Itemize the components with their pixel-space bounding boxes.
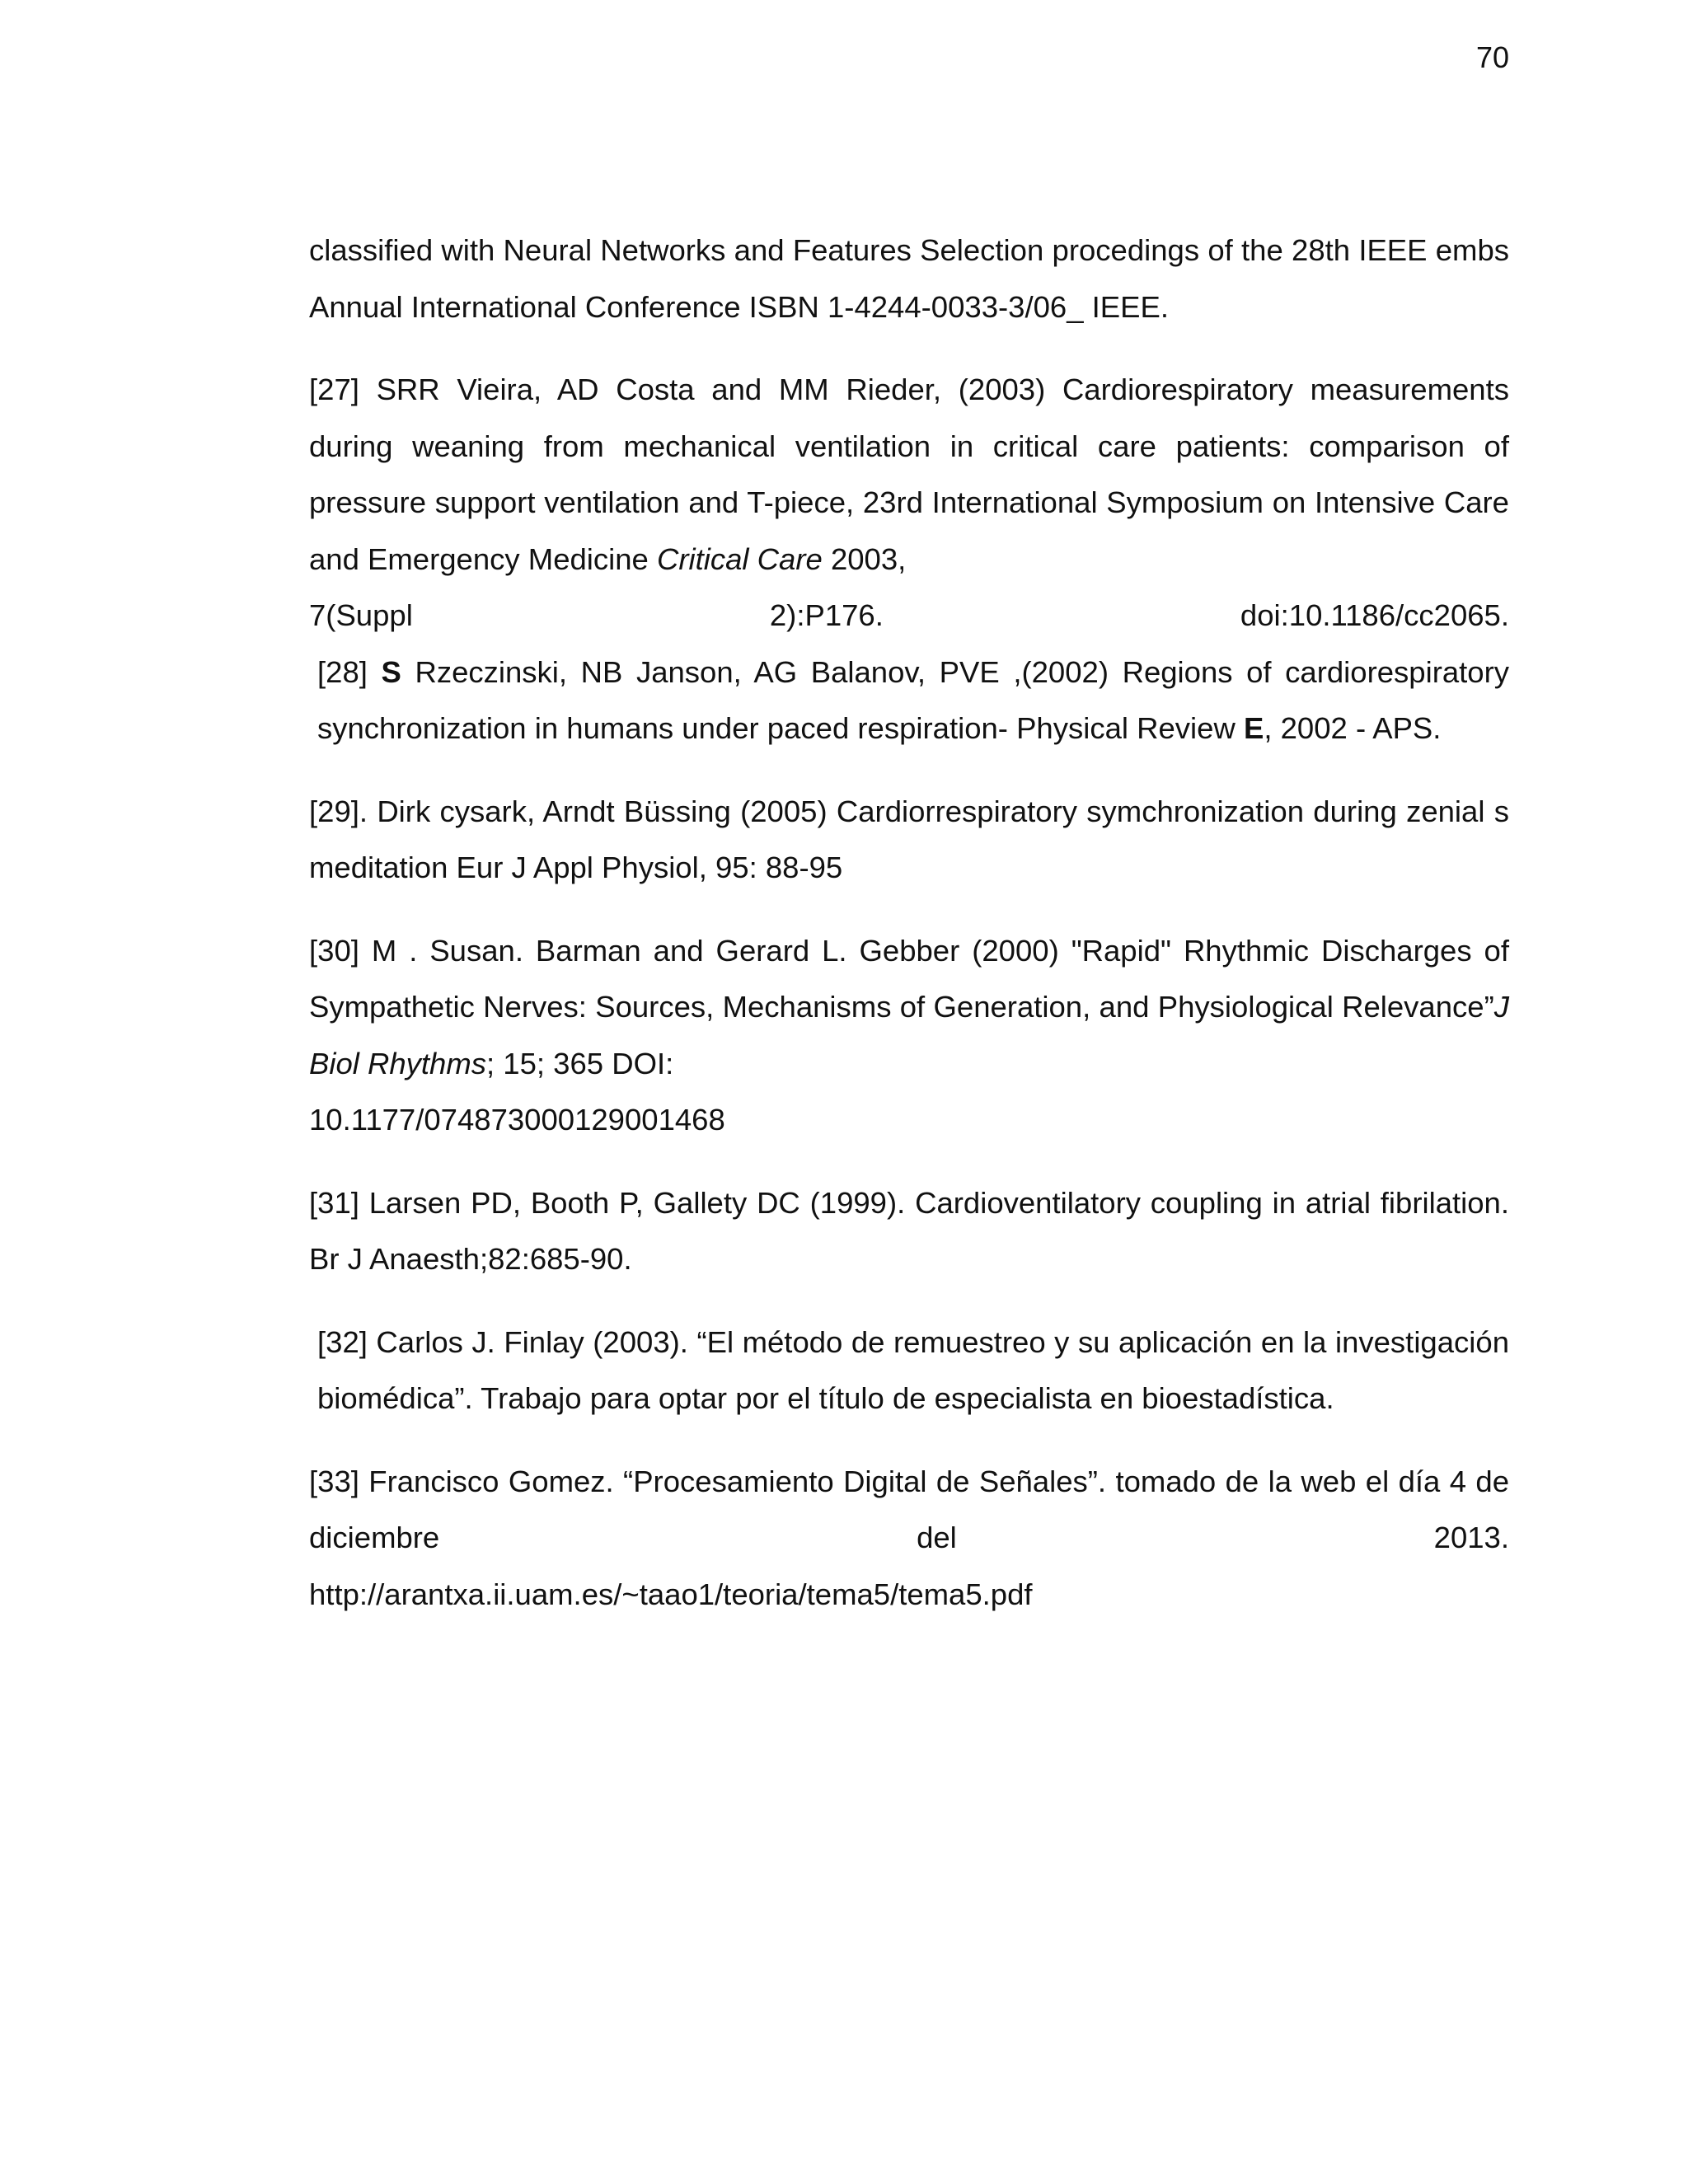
bold-letter: E — [1243, 711, 1264, 745]
references-list — [309, 223, 1509, 1623]
reference-30 — [309, 923, 1509, 1149]
reference-text: [32] Carlos J. Finlay (2003). “El método de remuestreo y su aplicación en la investigación biomédica”. Trabajo para optar por el título de especialista en bioestadística. — [317, 1324, 1509, 1415]
reference-32 — [309, 1315, 1509, 1427]
reference-27 — [309, 362, 1509, 644]
reference-url[interactable]: http://arantxa.ii.uam.es/~taao1/teoria/tema5/tema5.pdf — [309, 1577, 1033, 1611]
reference-text: [27] SRR Vieira, AD Costa and MM Rieder, (2003) Cardiorespiratory measurements during weaning from mechanical ventilation in critical care patients: comparison of pressure support ventilation and T-piece, 23rd International Symposium on Intensive Care and Emergency Medicine — [309, 373, 1509, 576]
reference-text: ; 15; 365 DOI: — [486, 1046, 674, 1080]
reference-31 — [309, 1175, 1509, 1288]
reference-text: [33] Francisco Gomez. “Procesamiento Digital de Señales”. tomado de la web el día 4 de diciembre del 2013. — [309, 1464, 1509, 1554]
reference-text: classified with Neural Networks and Features Selection procedings of the 28th IEEE embs Annual International Conference ISBN 1-4244-0033-3/06_ IEEE. — [309, 233, 1509, 324]
reference-text: [31] Larsen PD, Booth P, Gallety DC (1999). Cardioventilatory coupling in atrial fibrilation. Br J Anaesth;82:685-90. — [309, 1185, 1509, 1276]
reference-29 — [309, 784, 1509, 897]
reference-33 — [309, 1454, 1509, 1624]
journal-title: Critical Care — [657, 541, 823, 576]
bold-initial: S — [381, 654, 401, 689]
reference-text: , 2002 - APS. — [1264, 711, 1442, 745]
reference-text: [29]. Dirk cysark, Arndt Büssing (2005) Cardiorrespiratory symchronization during zenial s meditation Eur J Appl Physiol, 95: 88-95 — [309, 794, 1509, 884]
reference-text: Rzeczinski, NB Janson, AG Balanov, PVE ,(2002) Regions of cardiorespiratory synchronization in humans under paced respiration- Physical Review — [317, 654, 1509, 745]
reference-last-line: 7(Suppl 2):P176. doi:10.1186/cc2065. — [309, 598, 1509, 632]
reference-26-continuation — [309, 223, 1509, 335]
reference-last-line: 10.1177/074873000129001468 — [309, 1103, 725, 1137]
reference-28 — [309, 644, 1509, 757]
reference-text: [28] — [317, 654, 382, 689]
reference-text: 2003, — [822, 541, 907, 576]
page-number: 70 — [1475, 40, 1509, 74]
reference-text: [30] M . Susan. Barman and Gerard L. Gebber (2000) "Rapid" Rhythmic Discharges of Sympathetic Nerves: Sources, Mechanisms of Generation, and Physiological Relevance” — [309, 933, 1509, 1024]
journal-title: J Biol Rhythms — [309, 990, 1509, 1080]
